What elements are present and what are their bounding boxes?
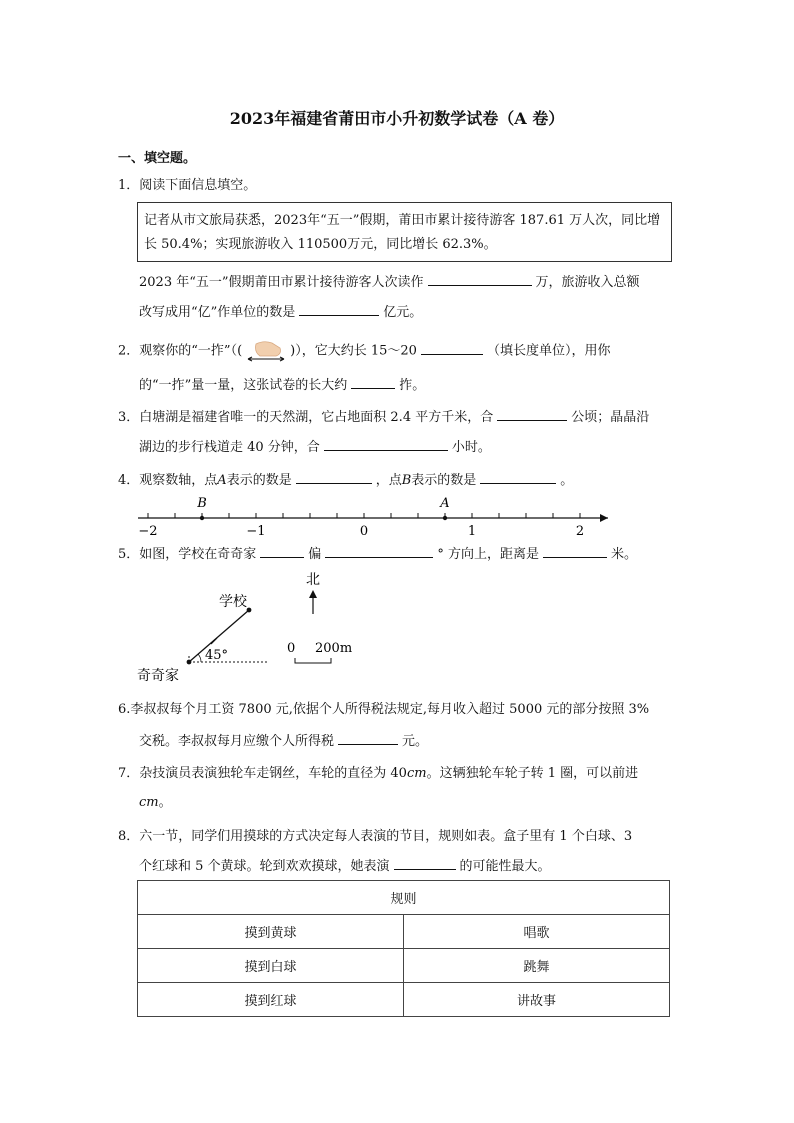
table-cell-condition: 摸到白球 (138, 949, 404, 983)
axis-label: 0 (359, 524, 369, 539)
answer-blank[interactable] (296, 471, 372, 484)
q8-text-c: 的可能性最大。 (459, 859, 551, 874)
point-b-label: B (401, 473, 412, 488)
q2-text-a: 观察你的“一拃”（( (139, 343, 243, 359)
hand-span-image (242, 340, 290, 362)
answer-blank[interactable] (299, 303, 379, 316)
q1-text-b: 万，旅游收入总额 (535, 275, 640, 290)
map-diagram (135, 570, 365, 690)
q4-text-c: ，点 (375, 473, 402, 488)
q6-text-b: 交税。李叔叔每月应缴个人所得税 (139, 734, 335, 749)
q1-text-d: 亿元。 (383, 305, 423, 320)
q3-text-c: 湖边的步行栈道走 40 分钟，合 (139, 440, 320, 455)
north-label: 北 (306, 572, 320, 588)
q3-text-d: 小时。 (451, 440, 491, 455)
axis-label: −2 (138, 524, 158, 539)
q4-text-e: 。 (560, 473, 574, 488)
answer-blank[interactable] (394, 857, 456, 870)
q7-unit-2: cm (139, 795, 159, 810)
question-6 (118, 700, 649, 720)
q2-text-b: )），它大约长 15～20 (290, 343, 417, 359)
section-heading: 一、填空题。 (118, 151, 197, 166)
question-number: 6. (118, 702, 131, 717)
table-row (138, 983, 670, 1017)
q8-text-b: 个红球和 5 个黄球。轮到欢欢摸球，她表演 (139, 859, 390, 874)
question-number: 4． (118, 473, 140, 488)
answer-blank[interactable] (324, 438, 448, 451)
table-row (138, 949, 670, 983)
q8-text-a: 六一节，同学们用摸球的方式决定每人表演的节目，规则如表。盒子里有 1 个白球、3 (139, 829, 633, 844)
scale-bar (295, 658, 331, 663)
scale-zero: 0 (287, 641, 296, 656)
info-box: 记者从市文旅局获悉，2023年“五一”假期，莆田市累计接待游客 187.61 万人次，同比增长 50.4%；实现旅游收入 110500万元，同比增长 62.3%。 (137, 202, 672, 262)
table-cell-performance: 跳舞 (404, 949, 670, 983)
question-5 (118, 545, 637, 565)
point-b-dot (200, 516, 204, 520)
q3-text-b: 公顷；晶晶沿 (571, 410, 650, 425)
q5-text-d: 米。 (610, 547, 637, 562)
q5-text-a: 如图，学校在奇奇家 (139, 547, 257, 562)
angle-label: 45° (205, 648, 229, 663)
q3-line-2 (139, 438, 491, 458)
answer-blank[interactable] (338, 732, 398, 745)
q2-text-c: （填长度单位），用你 (486, 343, 611, 359)
axis-label: 1 (467, 524, 477, 539)
q8-line-2 (139, 857, 551, 877)
q4-text-a: 观察数轴，点 (139, 473, 218, 488)
answer-blank[interactable] (421, 342, 483, 355)
q5-text-b: 偏 (308, 547, 322, 562)
question-8 (118, 827, 632, 847)
point-a-label: A (217, 473, 227, 488)
table-cell-performance: 讲故事 (404, 983, 670, 1017)
q2-text-e: 拃。 (399, 378, 426, 393)
point-b-marker: B (197, 496, 207, 511)
q6-text-c: 元。 (402, 734, 429, 749)
scale-length: 200m (315, 641, 353, 656)
school-label: 学校 (219, 594, 247, 610)
question-number: 3． (118, 410, 140, 425)
school-dot (247, 608, 252, 613)
rules-table (137, 880, 670, 1017)
q1-line-1 (139, 273, 640, 293)
table-header-row (138, 881, 670, 915)
table-cell-condition: 摸到红球 (138, 983, 404, 1017)
north-arrow-icon (309, 590, 317, 598)
page-title: 2023年福建省莆田市小升初数学试卷（A 卷） (229, 109, 565, 128)
home-label: 奇奇家 (137, 668, 179, 684)
table-cell-performance: 唱歌 (404, 915, 670, 949)
answer-blank[interactable] (260, 545, 304, 558)
answer-blank[interactable] (325, 545, 433, 558)
axis-label: 2 (575, 524, 585, 539)
question-4 (118, 471, 573, 491)
question-number: 1． (118, 178, 140, 193)
table-cell-condition: 摸到黄球 (138, 915, 404, 949)
q7-text-a: 杂技演员表演独轮车走钢丝，车轮的直径为 40 (139, 766, 407, 781)
home-dot (187, 660, 192, 665)
q7-unit: cm (406, 766, 427, 781)
q4-text-b: 表示的数是 (226, 473, 292, 488)
answer-blank[interactable] (543, 545, 607, 558)
q7-line-2 (139, 793, 172, 813)
q1-text-a: 2023 年“五一”假期莆田市累计接待游客人次读作 (139, 275, 424, 290)
q6-text-a: 李叔叔每个月工资 7800 元,依据个人所得税法规定,每月收入超过 5000 元的部分按照 3% (130, 702, 650, 717)
number-line (130, 492, 620, 540)
q7-text-b: 。这辆独轮车轮子转 1 圈，可以前进 (426, 766, 639, 781)
point-a-marker: A (440, 496, 450, 511)
question-number: 8． (118, 829, 140, 844)
q7-text-c: 。 (158, 795, 172, 810)
axis-label: −1 (246, 524, 266, 539)
question-1 (118, 176, 256, 196)
question-3 (118, 408, 649, 428)
answer-blank[interactable] (428, 273, 532, 286)
question-7 (118, 764, 638, 784)
question-2 (118, 340, 610, 362)
question-number: 2． (118, 343, 140, 359)
answer-blank[interactable] (497, 408, 567, 421)
answer-blank[interactable] (351, 376, 395, 389)
table-header: 规则 (138, 881, 670, 915)
q1-text-c: 改写成用“亿”作单位的数是 (139, 305, 296, 320)
q3-text-a: 白塘湖是福建省唯一的天然湖，它占地面积 2.4 平方千米，合 (139, 410, 494, 425)
point-a-dot (443, 516, 447, 520)
q5-text-c: ° 方向上，距离是 (437, 547, 539, 562)
q1-line-2 (139, 303, 422, 323)
q4-text-d: 表示的数是 (411, 473, 477, 488)
question-text: 阅读下面信息填空。 (139, 178, 257, 193)
q6-line-2 (139, 732, 428, 752)
answer-blank[interactable] (480, 471, 556, 484)
q2-line-2 (139, 376, 425, 396)
question-number: 7． (118, 766, 140, 781)
table-row (138, 915, 670, 949)
question-number: 5． (118, 547, 140, 562)
q2-text-d: 的“一拃”量一量，这张试卷的长大约 (139, 378, 348, 393)
